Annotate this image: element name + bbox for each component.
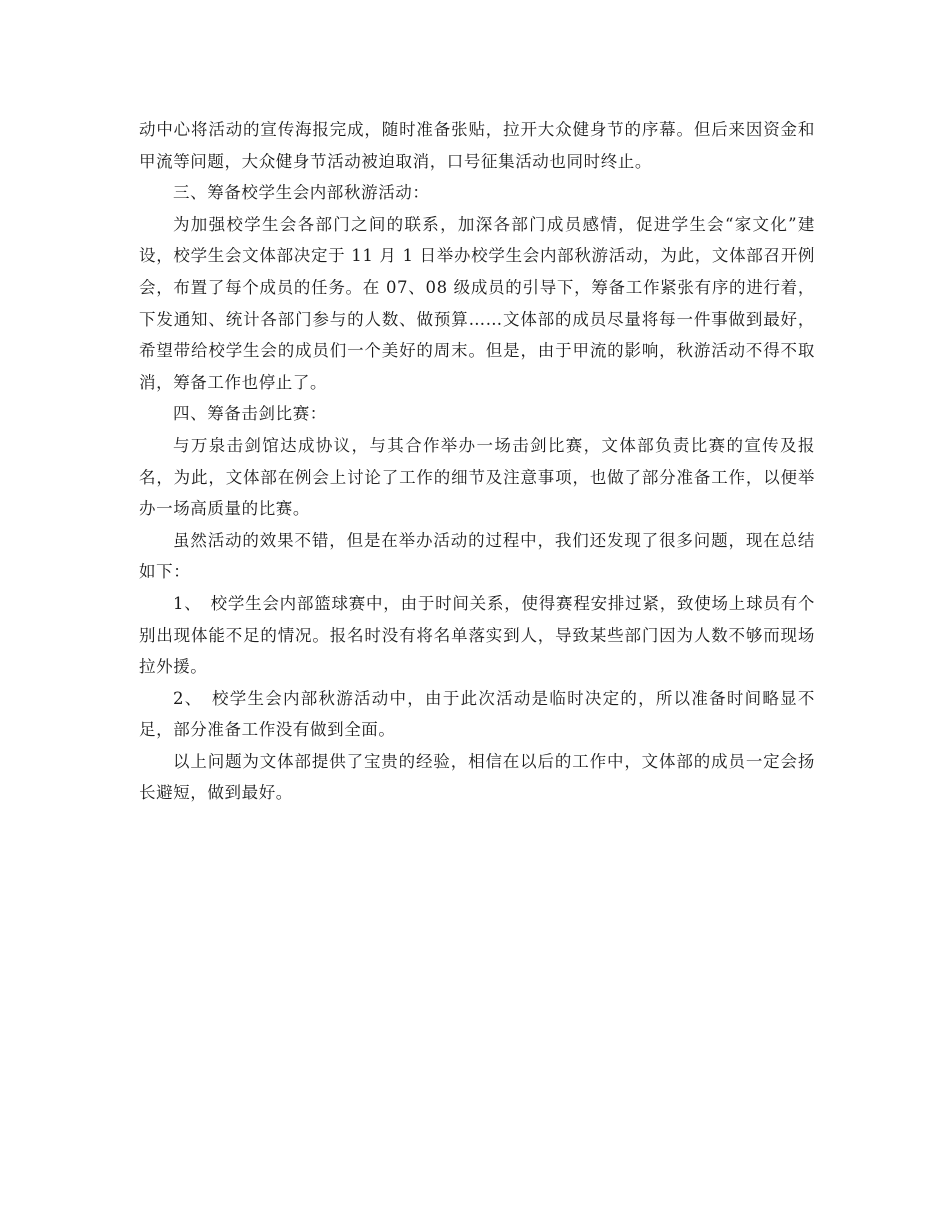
paragraph-problems-intro: 虽然活动的效果不错，但是在举办活动的过程中，我们还发现了很多问题，现在总结如下： (139, 530, 815, 582)
problem-item-basketball: 1、 校学生会内部篮球赛中，由于时间关系，使得赛程安排过紧，致使场上球员有个别出现体能不足的情况。报名时没有将名单落实到人，导致某些部门因为人数不够而现场拉外援。 (139, 593, 815, 677)
paragraph-fencing: 与万泉击剑馆达成协议，与其合作举办一场击剑比赛，文体部负责比赛的宣传及报名，为此，文体部在例会上讨论了工作的细节及注意事项，也做了部分准备工作，以便举办一场高质量的比赛。 (139, 435, 815, 519)
problem-item-outing: 2、 校学生会内部秋游活动中，由于此次活动是临时决定的，所以准备时间略显不足，部分准备工作没有做到全面。 (139, 688, 815, 740)
paragraph-conclusion: 以上问题为文体部提供了宝贵的经验，相信在以后的工作中，文体部的成员一定会扬长避短，做到最好。 (139, 751, 815, 803)
section-heading-fencing: 四、筹备击剑比赛： (173, 404, 327, 424)
document-body (139, 114, 815, 809)
paragraph-autumn-outing: 为加强校学生会各部门之间的联系，加深各部门成员感情，促进学生会“家文化”建设，校学生会文体部决定于 11 月 1 日举办校学生会内部秋游活动，为此，文体部召开例会，布置了每个成员的任务。在 07、08 级成员的引导下，筹备工作紧张有序的进行着，下发通知、统计各部门参与的人数、做预算……文体部的成员尽量将每一件事做到最好，希望带给校学生会的成员们一个美好的周末。但是，由于甲流的影响，秋游活动不得不取消，筹备工作也停止了。 (139, 214, 815, 392)
paragraph-fitness-festival-cancelled: 动中心将活动的宣传海报完成，随时准备张贴，拉开大众健身节的序幕。但后来因资金和甲流等问题，大众健身节活动被迫取消，口号征集活动也同时终止。 (139, 120, 815, 171)
section-heading-autumn-outing: 三、筹备校学生会内部秋游活动： (173, 183, 430, 203)
